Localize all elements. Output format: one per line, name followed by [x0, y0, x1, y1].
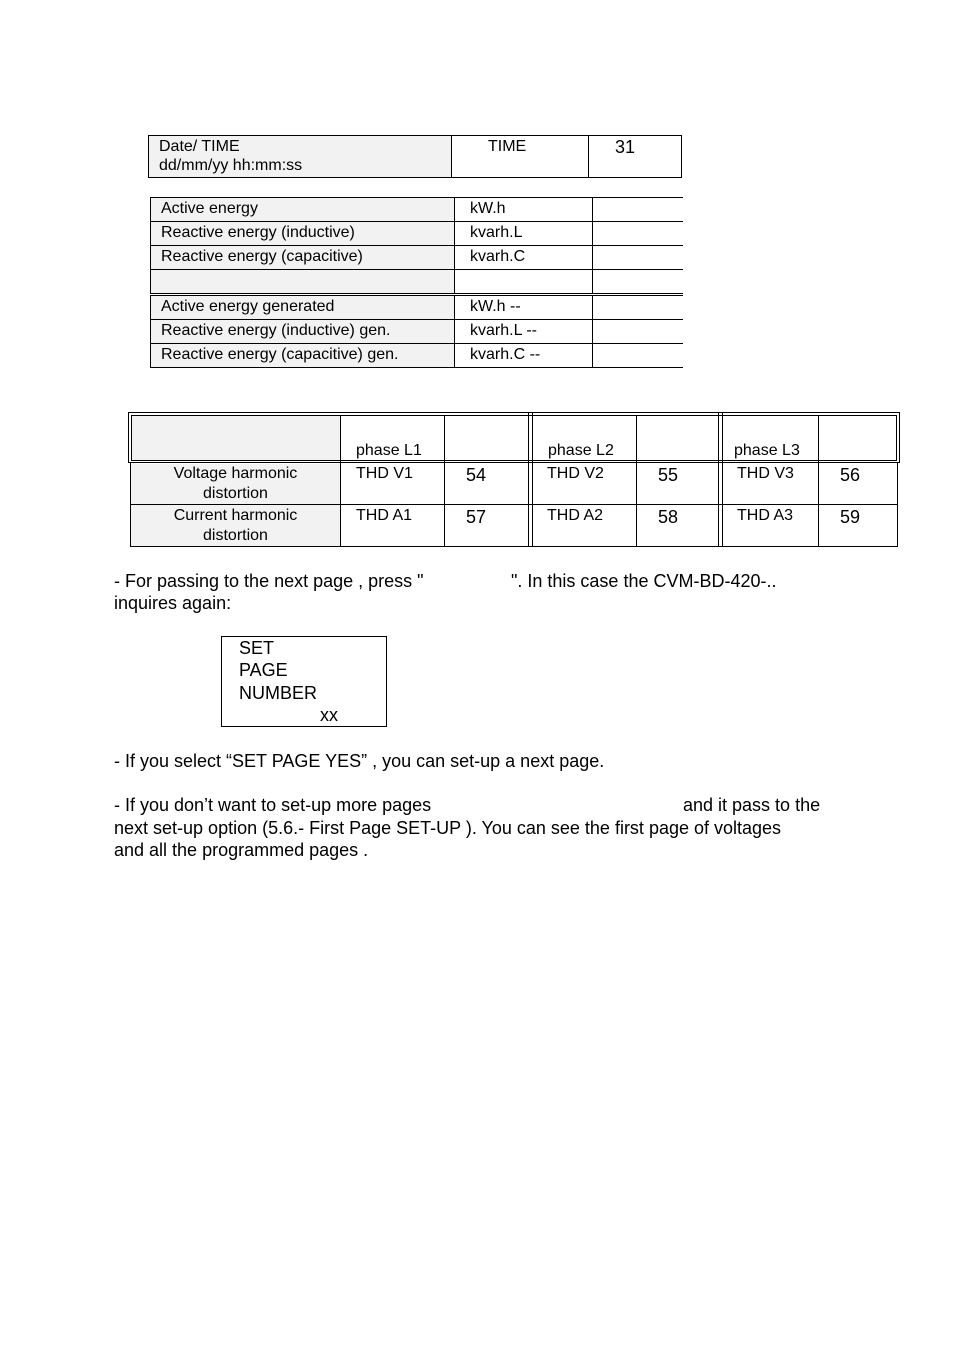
display-line-2: PAGE — [239, 660, 288, 680]
energy-unit — [455, 270, 593, 294]
thd-v3-code: 56 — [840, 465, 861, 485]
date-time-table — [148, 135, 682, 178]
thd-a1-code: 57 — [466, 507, 487, 527]
thd-v1-code: 54 — [466, 465, 487, 485]
paragraph-next-page-line2: inquires again: — [114, 593, 232, 613]
table-row — [150, 222, 683, 246]
table-row — [150, 296, 683, 320]
thd-v2-code: 55 — [658, 465, 679, 485]
energy-label: Reactive energy (inductive) gen. — [150, 320, 455, 344]
voltage-harmonic-label: Voltage harmonic distortion — [173, 465, 298, 502]
date-time-label-cell — [149, 136, 452, 177]
thd-a2-code: 58 — [658, 507, 679, 527]
paragraph-next-page-cont: ". In this case the CVM-BD-420-.. — [511, 571, 777, 591]
paragraph-no-more-pages-line2: next set-up option (5.6.- First Page SET-UP ). You can see the first page of voltages — [114, 818, 782, 838]
lcd-display-box — [221, 636, 387, 727]
header-phase-l2: phase L2 — [548, 442, 614, 459]
energy-label: Active energy — [150, 198, 455, 222]
thd-a3-code: 59 — [840, 507, 861, 527]
table-row — [150, 198, 683, 222]
thd-v3-label: THD V3 — [737, 465, 794, 482]
energy-unit: kW.h — [455, 198, 593, 222]
current-harmonic-label: Current harmonic distortion — [173, 507, 298, 544]
display-line-4: xx — [320, 705, 338, 725]
table-row-empty — [150, 270, 683, 294]
energy-unit: kW.h -- — [455, 296, 593, 320]
date-time-unit: TIME — [452, 136, 589, 177]
header-phase-l3: phase L3 — [734, 442, 800, 459]
energy-unit: kvarh.C — [455, 246, 593, 270]
table-row — [150, 246, 683, 270]
paragraph-no-more-pages-cont: and it pass to the — [683, 795, 821, 815]
thd-v2-label: THD V2 — [547, 465, 604, 482]
energy-label: Reactive energy (capacitive) gen. — [150, 344, 455, 368]
paragraph-set-page-yes: - If you select “SET PAGE YES” , you can set-up a next page. — [114, 751, 605, 771]
thd-a1-label: THD A1 — [356, 507, 413, 524]
table-row — [150, 320, 683, 344]
energy-label: Active energy generated — [150, 296, 455, 320]
thd-v1-label: THD V1 — [356, 465, 413, 482]
energy-unit: kvarh.C -- — [455, 344, 593, 368]
paragraph-no-more-pages: - If you don’t want to set-up more pages — [114, 795, 432, 815]
energy-unit: kvarh.L -- — [455, 320, 593, 344]
display-line-1: SET — [239, 638, 275, 658]
paragraph-no-more-pages-line3: and all the programmed pages . — [114, 840, 369, 860]
thd-a2-label: THD A2 — [547, 507, 604, 524]
paragraph-next-page: - For passing to the next page , press " — [114, 571, 424, 591]
date-time-format: dd/mm/yy hh:mm:ss — [159, 157, 303, 174]
energy-unit: kvarh.L — [455, 222, 593, 246]
date-time-code: 31 — [615, 137, 636, 157]
energy-label: Reactive energy (capacitive) — [150, 246, 455, 270]
energy-label — [150, 270, 455, 294]
display-line-3: NUMBER — [239, 683, 318, 703]
date-time-label: Date/ TIME — [159, 138, 240, 155]
energy-label: Reactive energy (inductive) — [150, 222, 455, 246]
header-phase-l1: phase L1 — [356, 442, 422, 459]
table-row — [150, 344, 683, 368]
thd-table — [128, 412, 900, 547]
thd-a3-label: THD A3 — [737, 507, 794, 524]
